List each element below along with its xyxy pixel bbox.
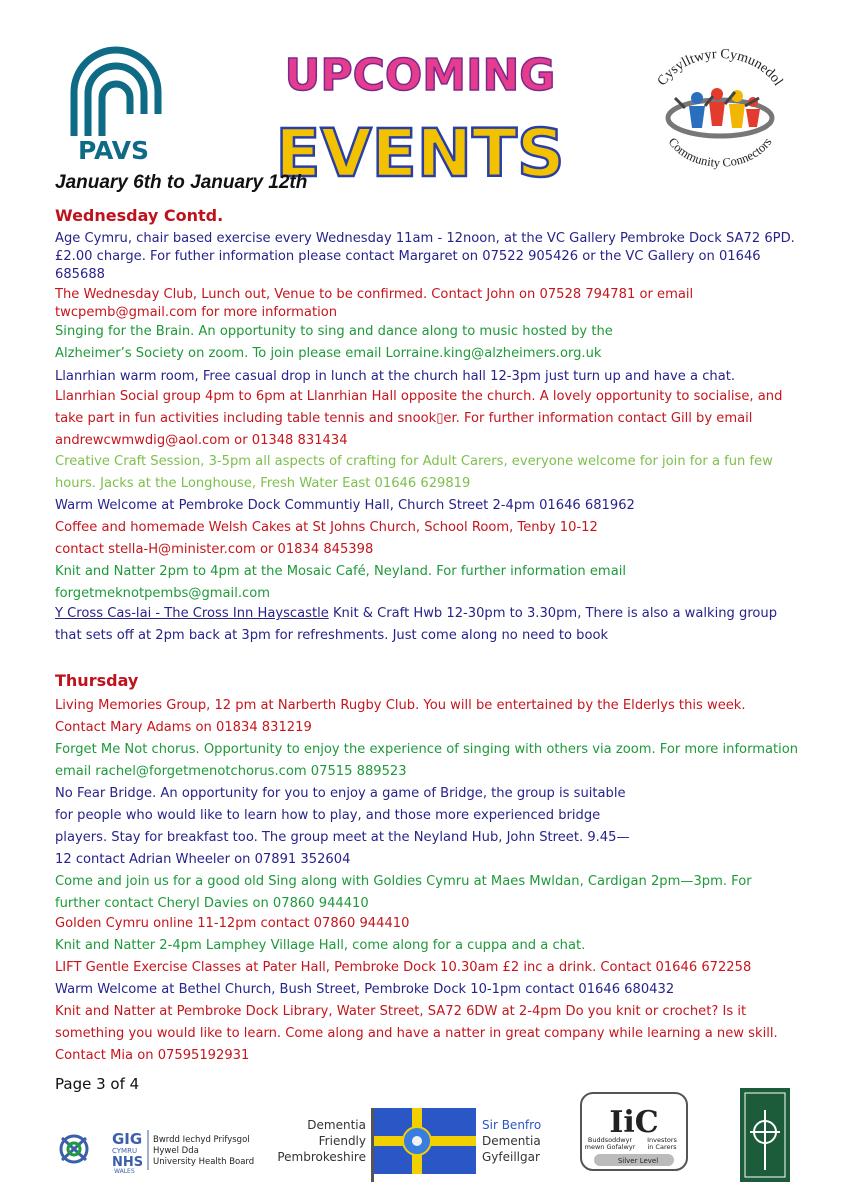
event-singing-brain: Singing for the Brain. An opportunity to sing and dance along to music hosted by the: [55, 324, 613, 339]
celtic-knot-icon: [61, 1136, 87, 1162]
event-no-fear-bridge-3: players. Stay for breakfast too. The group meet at the Neyland Hub, John Street. 9.45—: [55, 830, 630, 845]
svg-text:Bwrdd Iechyd Prifysgol: Bwrdd Iechyd Prifysgol: [153, 1135, 250, 1145]
cross-inn-link[interactable]: Y Cross Cas-lai - The Cross Inn Hayscastle: [55, 606, 329, 621]
event-welsh-cakes: Coffee and homemade Welsh Cakes at St Johns Church, School Room, Tenby 10-12: [55, 520, 598, 535]
svg-text:CYMRU: CYMRU: [112, 1147, 138, 1155]
event-wednesday-club: The Wednesday Club, Lunch out, Venue to be confirmed. Contact John on 07528 794781 or email twcpemb@gmail.com for more information: [55, 287, 694, 320]
upcoming-events-graphic: [275, 38, 565, 192]
event-warm-welcome-pembroke: Warm Welcome at Pembroke Dock Communtiy Hall, Church Street 2-4pm 01646 681962: [55, 498, 635, 513]
event-lift-exercise: LIFT Gentle Exercise Classes at Pater Hall, Pembroke Dock 10.30am £2 inc a drink. Contact 01646 672258: [55, 960, 752, 975]
event-llanrhian-social: Llanrhian Social group 4pm to 6pm at Llanrhian Hall opposite the church. A lovely opportunity to socialise, and take part in fun activities including table tennis and snook▯er. For further information contact Gill by email andrewcwmwdig@aol.com or 01348 831434: [55, 389, 783, 448]
event-living-memories: Living Memories Group, 12 pm at Narberth Rugby Club. You will be entertained by the Elderlys this week. Contact Mary Adams on 01834 831219: [55, 698, 746, 735]
event-creative-craft: Creative Craft Session, 3-5pm all aspects of crafting for Adult Carers, everyone welcome for join for a fun few hours. Jacks at the Longhouse, Fresh Water East 01646 629819: [55, 454, 773, 491]
svg-text:Gyfeillgar: Gyfeillgar: [482, 1150, 540, 1164]
event-golden-cymru-online: Golden Cymru online 11-12pm contact 07860 944410: [55, 916, 410, 931]
date-range-title: January 6th to January 12th: [55, 172, 308, 193]
svg-text:Sir Benfro: Sir Benfro: [482, 1118, 542, 1132]
upcoming-word: UPCOMING: [284, 50, 556, 101]
event-no-fear-bridge-4: 12 contact Adrian Wheeler on 07891 352604: [55, 852, 351, 867]
pembrokeshire-county-council-logo: [740, 1088, 790, 1182]
pavs-logo-text: PAVS: [78, 136, 150, 165]
svg-text:in Carers: in Carers: [647, 1143, 677, 1151]
event-singing-brain-contact: Alzheimer’s Society on zoom. To join please email Lorraine.king@alzheimers.org.uk: [55, 346, 602, 361]
event-welsh-cakes-contact: contact stella-H@minister.com or 01834 845398: [55, 542, 374, 557]
iic-mark: IiC: [609, 1105, 659, 1140]
svg-text:Dementia: Dementia: [307, 1118, 366, 1132]
pavs-arches-icon: [66, 44, 166, 139]
event-no-fear-bridge-2: for people who would like to learn how to play, and those more experienced bridge: [55, 808, 601, 823]
svg-text:Pembrokeshire: Pembrokeshire: [277, 1150, 366, 1164]
event-knit-natter-library: Knit and Natter at Pembroke Dock Library, Water Street, SA72 6DW at 2-4pm Do you knit or crochet? Is it something you would like to learn. Come along and have a natter in great company while learning a new skill. Contact Mia on 07595192931: [55, 1004, 778, 1063]
svg-text:WALES: WALES: [114, 1168, 135, 1175]
thursday-heading: Thursday: [55, 671, 139, 690]
svg-text:Silver Level: Silver Level: [617, 1157, 659, 1165]
event-no-fear-bridge-1: No Fear Bridge. An opportunity for you to enjoy a game of Bridge, the group is suitable: [55, 786, 626, 801]
event-knit-natter-lamphey: Knit and Natter 2-4pm Lamphey Village Hall, come along for a cuppa and a chat.: [55, 938, 586, 953]
event-knit-natter-neyland: Knit and Natter 2pm to 4pm at the Mosaic Café, Neyland. For further information email forgetmeknotpembs@gmail.com: [55, 564, 626, 601]
community-connectors-logo: [645, 48, 795, 186]
event-llanrhian-warm-room: Llanrhian warm room, Free casual drop in lunch at the church hall 12-3pm just turn up and have a chat.: [55, 369, 736, 384]
event-age-cymru: Age Cymru, chair based exercise every Wednesday 11am - 12noon, at the VC Gallery Pembroke Dock SA72 6PD. £2.00 charge. For futher information please contact Margaret on 07522 905426 or the VC Gallery on 01646 685688: [55, 231, 795, 282]
wednesday-heading: Wednesday Contd.: [55, 206, 224, 225]
events-word: EVENTS: [275, 115, 565, 192]
investors-in-carers-logo: [580, 1092, 690, 1172]
nhs-text: NHS: [112, 1155, 144, 1170]
svg-text:mewn Gofalwyr: mewn Gofalwyr: [584, 1143, 636, 1151]
nhs-hywel-dda-logo: [50, 1124, 265, 1174]
nhs-gig-text: GIG: [112, 1130, 143, 1148]
svg-text:Hywel Dda: Hywel Dda: [153, 1146, 199, 1156]
svg-text:Investors: Investors: [647, 1136, 677, 1144]
event-cross-inn: [55, 603, 800, 647]
svg-text:Buddsoddwyr: Buddsoddwyr: [587, 1136, 633, 1144]
connectors-english-text: Community Connectors: [665, 135, 775, 170]
page-number: Page 3 of 4: [55, 1075, 140, 1093]
connectors-welsh-text: Cysylltwyr Cymunedol: [654, 48, 786, 89]
pembrokeshire-flag-icon: [374, 1108, 476, 1174]
svg-text:Friendly: Friendly: [318, 1134, 366, 1148]
svg-text:University Health Board: University Health Board: [153, 1157, 255, 1167]
dementia-friendly-pembrokeshire-logo: [276, 1104, 546, 1184]
people-icon: [675, 88, 760, 128]
event-warm-welcome-bethel: Warm Welcome at Bethel Church, Bush Street, Pembroke Dock 10-1pm contact 01646 680432: [55, 982, 675, 997]
svg-text:Dementia: Dementia: [482, 1134, 541, 1148]
cross-inn-details: Knit & Craft Hwb 12-30pm to 3.30pm, There is also a walking group that sets off at 2pm back at 3pm for refreshments. Just come along no need to book: [55, 606, 778, 643]
pavs-logo: [66, 44, 166, 164]
event-goldies-cymru: Come and join us for a good old Sing along with Goldies Cymru at Maes Mwldan, Cardigan 2pm—3pm. For further contact Cheryl Davies on 07860 944410: [55, 874, 752, 911]
event-forget-me-not: Forget Me Not chorus. Opportunity to enjoy the experience of singing with others via zoom. For more information email rachel@forgetmenotchorus.com 07515 889523: [55, 742, 799, 779]
